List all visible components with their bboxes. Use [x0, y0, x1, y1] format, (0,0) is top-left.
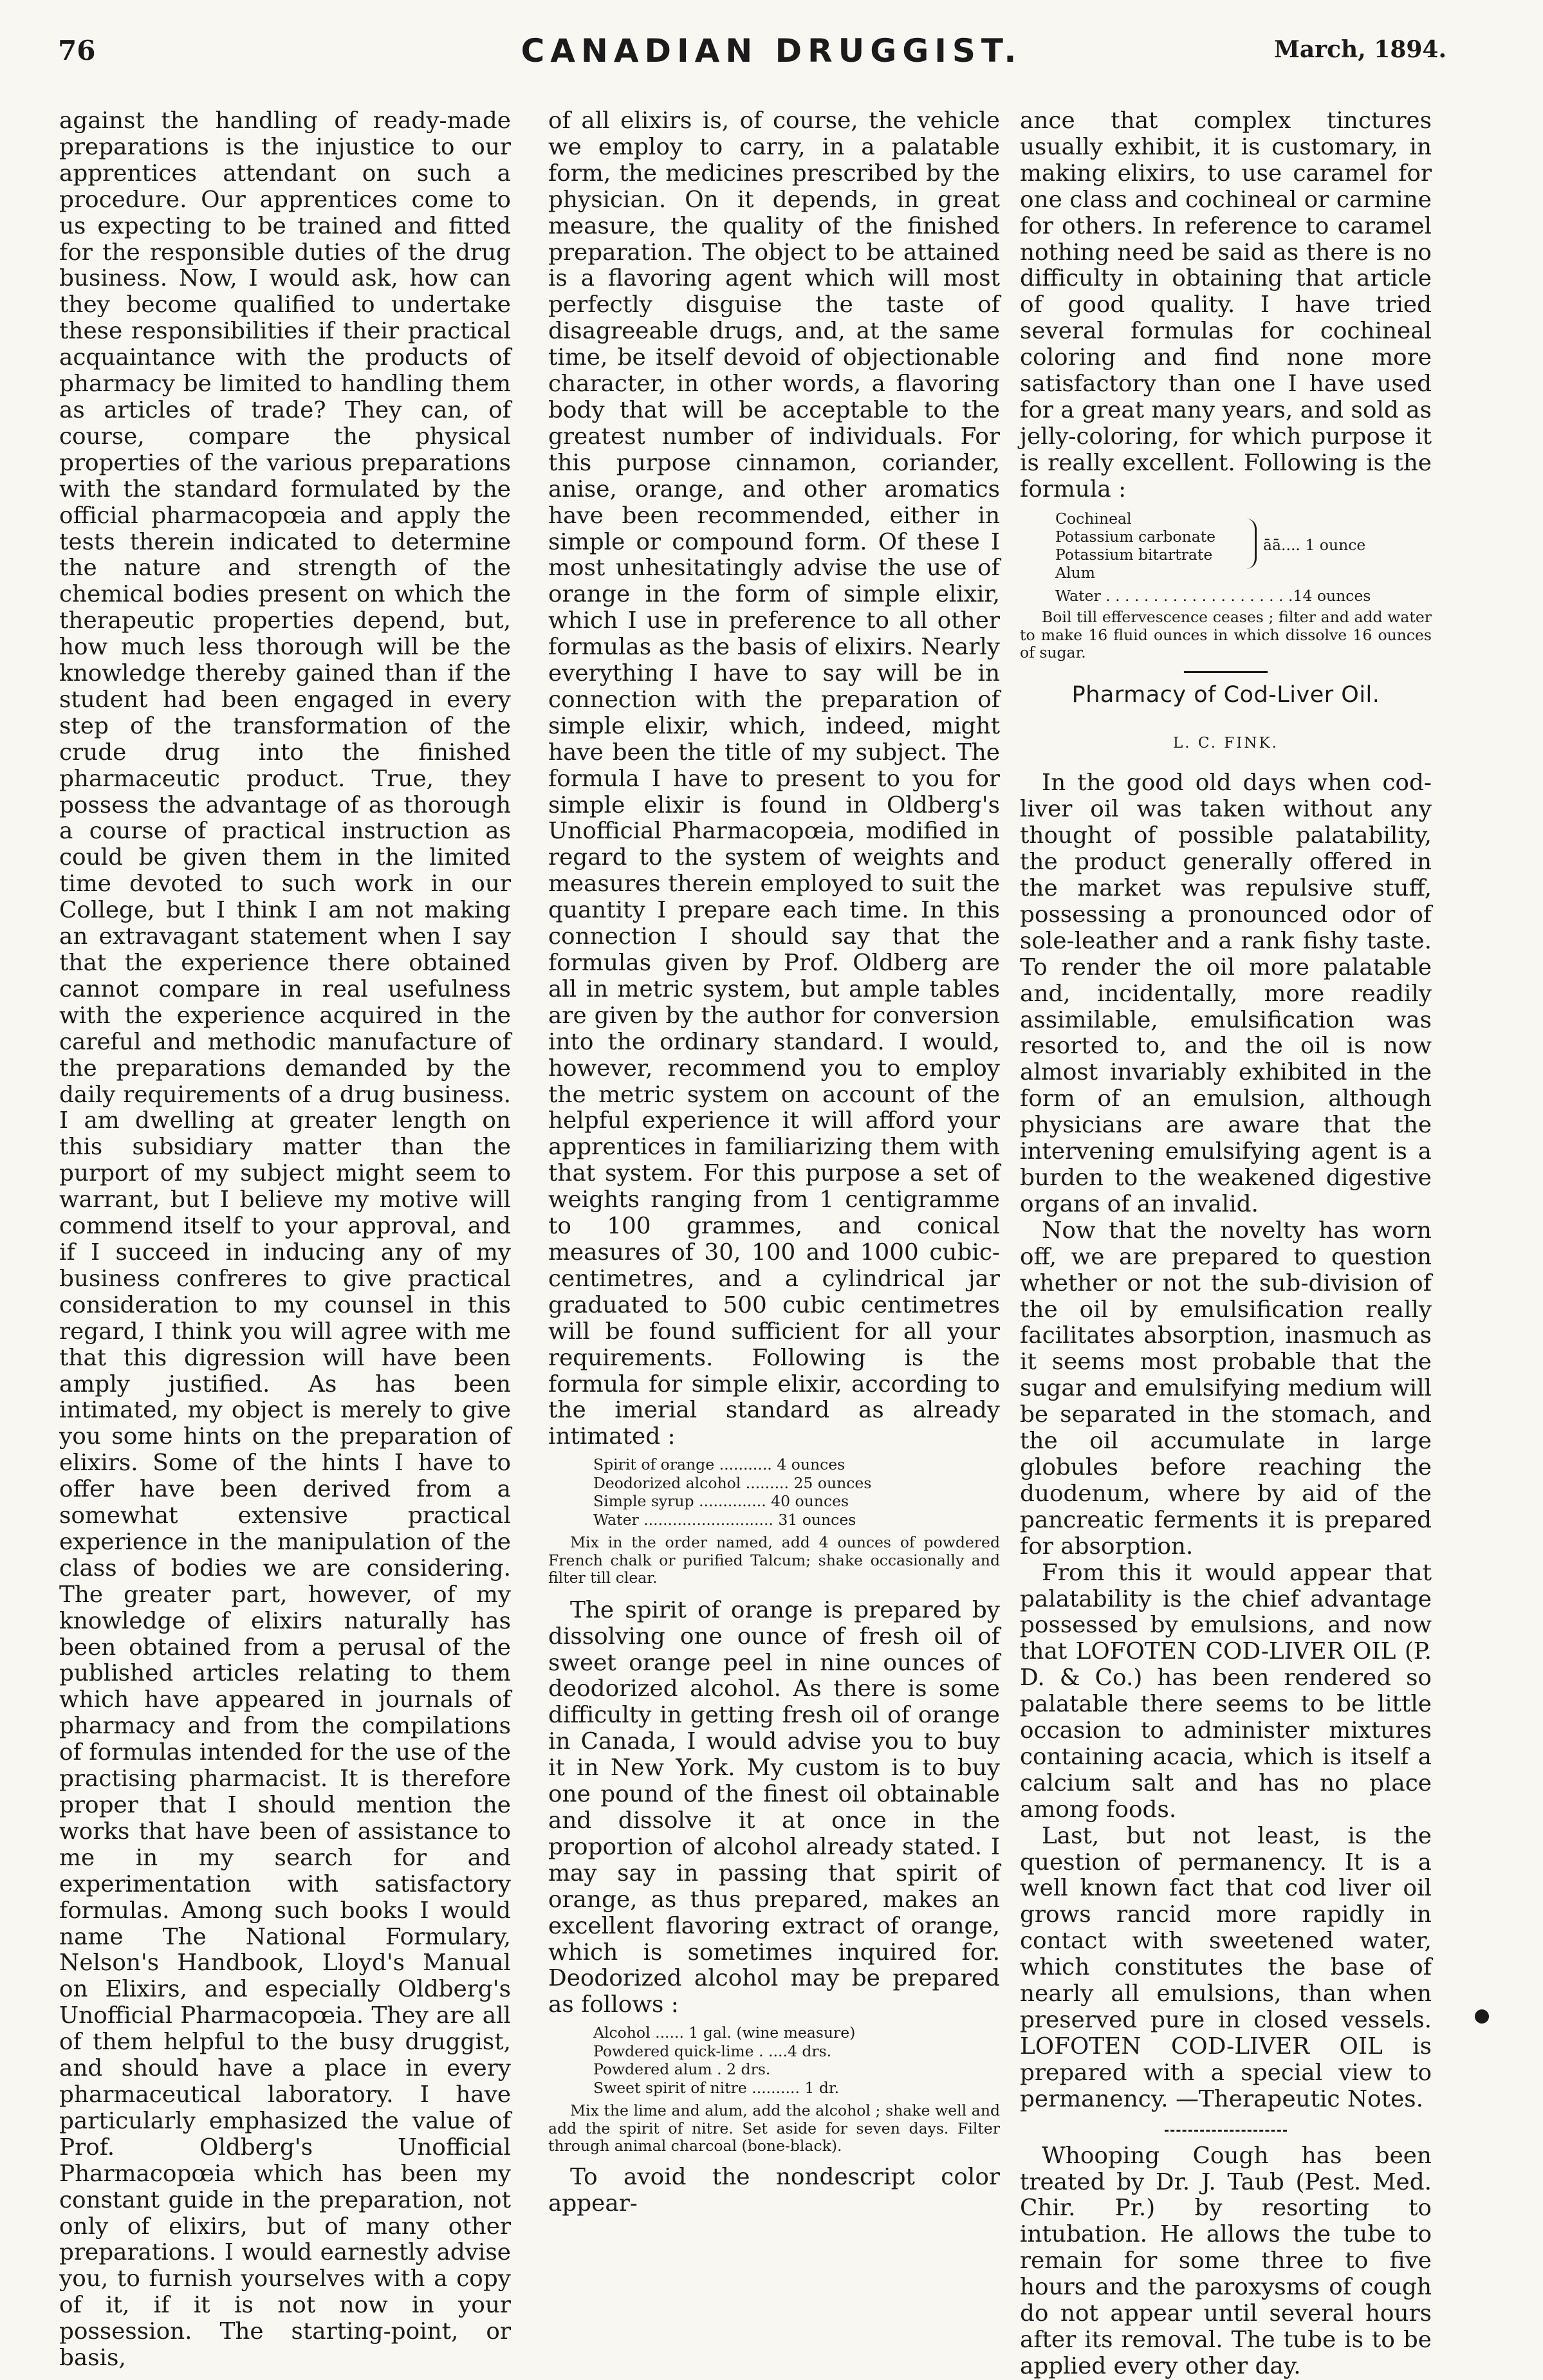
formula-note: Boil till effervescence ceases ; filter and add water to make 16 fluid ounces in which dissolve 16 ounces of sugar. — [1020, 608, 1432, 662]
paragraph: From this it would appear that palatability is the chief advantage possessed by emulsions, and now that LOFOTEN COD-LIVER OIL (P. D. & Co.) has been rendered so palatable there seems to be little occasion to administer mixtures containing acacia, which is itself a calcium salt and has no place among foods. — [1020, 1559, 1432, 1823]
paragraph: Last, but not least, is the question of permanency. It is a well known fact that cod liver oil grows rancid more rapidly in contact with sweetened water, which constitutes the base of nearly all emulsions, than when preserved pure in closed vessels. LOFOTEN COD-LIVER OIL is prepared with a special view to permanency. —Therapeutic Notes. — [1020, 1822, 1432, 2112]
water-line: Water . . . . . . . . . . . . . . . . . . . .14 ounces — [1055, 586, 1371, 605]
recipe-row: Spirit of orange ........... 4 ounces — [593, 1455, 845, 1474]
recipe-row: Sweet spirit of nitre .......... 1 dr. — [593, 2078, 840, 2097]
paragraph: In the good old days when cod-liver oil was taken without any thought of possible palatability, the product generally offered in the market was repulsive stuff, possessing a pronounced odor of sole-leather and a rank fishy taste. To render the oil more palatable and, incidentally, more readily assimilable, emulsification was resorted to, and the oil is now almost invariably exhibited in the form of an emulsion, although physicians are aware that the intervening emulsifying agent is a burden to the weakened digestive organs of an invalid. — [1020, 770, 1432, 1217]
simple-elixir-formula — [593, 1455, 1000, 1529]
recipe-row: Deodorized alcohol ......... 25 ounces — [593, 1473, 872, 1492]
paragraph: ance that complex tinctures usually exhibit, it is customary, in making elixirs, to use caramel for one class and cochineal or carmine for others. In reference to caramel nothing need be said as there is no difficulty in obtaining that article of good quality. I have tried several formulas for cochineal coloring and find none more satisfactory than one I have used for a great many years, and sold as jelly-coloring, for which purpose it is really excellent. Following is the formula : — [1020, 107, 1432, 503]
recipe-row: Powdered alum . 2 drs. — [593, 2060, 771, 2079]
column-3 — [1020, 108, 1432, 2380]
paragraph: Now that the novelty has worn off, we are prepared to question whether or not the sub-division of the oil by emulsification really facilitates absorption, inasmuch as it seems most probable that the sugar and emulsifying medium will be separated in the stomach, and the oil accumulate in large globules before reaching the duodenum, where by aid of the pancreatic ferments it is prepared for absorption. — [1020, 1217, 1432, 1560]
quantity: āā.... 1 ounce — [1263, 535, 1366, 554]
journal-title: CANADIAN DRUGGIST. — [521, 32, 1022, 69]
formula-note: Mix in the order named, add 4 ounces of powdered French chalk or purified Talcum; shake occasionally and filter till clear. — [548, 1533, 1000, 1587]
column-1 — [59, 108, 511, 2372]
cochineal-formula — [1020, 510, 1432, 587]
paragraph: Whooping Cough has been treated by Dr. J. Taub (Pest. Med. Chir. Pr.) by resorting to intubation. He allows the tube to remain for some three to five hours and the paroxysms of cough do not appear until several hours after its removal. The tube is to be applied every other day. — [1020, 2142, 1432, 2379]
ingredient: Potassium carbonate — [1055, 527, 1216, 546]
article-title: Pharmacy of Cod-Liver Oil. — [1071, 681, 1380, 708]
ingredient: Alum — [1055, 563, 1095, 582]
page-header — [0, 0, 1543, 71]
paragraph: against the handling of ready-made preparations is the injustice to our apprentices attendant on such a procedure. Our apprentices come to us expecting to be trained and fitted for the responsible duties of the drug business. Now, I would ask, how can they become qualified to undertake these responsibilities if their practical acquaintance with the products of pharmacy be limited to handling them as articles of trade? They can, of course, compare the physical properties of the various preparations with the standard formulated by the official pharmacopœia and apply the tests therein indicated to determine the nature and strength of the chemical bodies present on which the therapeutic properties depend, but, how much less thorough will be the knowledge thereby gained than if the student had been engaged in every step of the transformation of the crude drug into the finished pharmaceutic product. True, they possess the advantage of as thorough a course of practical instruction as could be given them in the limited time devoted to such work in our College, but I think I am not making an extravagant statement when I say that the experience there obtained cannot compare in real usefulness with the experience acquired in the careful and methodic manufacture of the preparations demanded by the daily requirements of a drug business. I am dwelling at greater length on this subsidiary matter than the purport of my subject might seem to warrant, but I believe my motive will commend itself to your approval, and if I succeed in inducing any of my business confreres to give practical consideration to my counsel in this regard, I think you will agree with me that this digression will have been amply justified. As has been intimated, my object is merely to give you some hints on the preparation of elixirs. Some of the hints I have to offer have been derived from a somewhat extensive practical experience in the manipulation of the class of bodies we are considering. The greater part, however, of my knowledge of elixirs naturally has been obtained from a perusal of the published articles relating to them which have appeared in journals of pharmacy and from the compilations of formulas intended for the use of the practising pharmacist. It is therefore proper that I should mention the works that have been of assistance to me in my search for and experimentation with satisfactory formulas. Among such books I would name The National Formulary, Nelson's Handbook, Lloyd's Manual on Elixirs, and especially Oldberg's Unofficial Pharmacopœia. They are all of them helpful to the busy druggist, and should have a place in every pharmaceutical laboratory. I have particularly emphasized the value of Prof. Oldberg's Unofficial Pharmacopœia which has been my constant guide in the preparation, not only of elixirs, but of many other preparations. I would earnestly advise you, to furnish yourselves with a copy of it, if it is not now in your possession. The starting-point, or basis, — [59, 107, 511, 2372]
ingredient: Potassium bitartrate — [1055, 545, 1213, 564]
separator — [1184, 671, 1268, 673]
bullet-mark — [1475, 2009, 1489, 2024]
recipe-row: Powdered quick-lime . ....4 drs. — [593, 2042, 832, 2060]
recipe-row: Alcohol ...... 1 gal. (wine measure) — [593, 2024, 856, 2042]
article-author: L. C. FINK. — [1173, 734, 1279, 752]
paragraph: of all elixirs is, of course, the vehicle we employ to carry, in a palatable form, the medicines prescribed by the physician. On it depends, in great measure, the quality of the finished preparation. The object to be attained is a flavoring agent which will most perfectly disguise the taste of disagreeable drugs, and, at the same time, be itself devoid of objectionable character, in other words, a flavoring body that will be acceptable to the greatest number of individuals. For this purpose cinnamon, coriander, anise, orange, and other aromatics have been recommended, either in simple or compound form. Of these I most unhesitatingly advise the use of orange in the form of simple elixir, which I use in preference to all other formulas as the basis of elixirs. Nearly everything I have to say will be in connection with the preparation of simple elixir, which, indeed, might have been the title of my subject. The formula I have to present to you for simple elixir is found in Oldberg's Unofficial Pharmacopœia, modified in regard to the system of weights and measures therein employed to suit the quantity I prepare each time. In this connection I should say that the formulas given by Prof. Oldberg are all in metric system, but ample tables are given by the author for conversion into the ordinary standard. I would, however, recommend you to employ the metric system on account of the helpful experience it will afford your apprentices in familiarizing them with that system. For this purpose a set of weights ranging from 1 centigramme to 100 grammes, and conical measures of 30, 100 and 1000 cubic-centimetres, and a cylindrical jar graduated to 500 cubic centimetres will be found sufficient for all your requirements. Following is the formula for simple elixir, according to the imerial standard as already intimated : — [548, 107, 1000, 1450]
deodorized-alcohol-formula — [593, 2024, 1000, 2097]
ingredient: Cochineal — [1055, 509, 1132, 528]
separator — [1165, 2130, 1287, 2132]
formula-note: Mix the lime and alum, add the alcohol ; shake well and add the spirit of nitre. Set aside for seven days. Filter through animal charcoal (bone-black). — [548, 2101, 1000, 2155]
recipe-row: Water ........................... 31 ounces — [593, 1510, 856, 1529]
paragraph: To avoid the nondescript color appear- — [548, 2163, 1000, 2217]
column-2 — [548, 108, 1000, 2217]
recipe-row: Simple syrup .............. 40 ounces — [593, 1492, 849, 1511]
brace — [1242, 519, 1257, 569]
issue-date: March, 1894. — [1273, 36, 1446, 63]
paragraph: The spirit of orange is prepared by dissolving one ounce of fresh oil of sweet orange peel in nine ounces of deodorized alcohol. As there is some difficulty in getting fresh oil of orange in Canada, I would advise you to buy it in New York. My custom is to buy one pound of the finest oil obtainable and dissolve it at once in the proportion of alcohol already stated. I may say in passing that spirit of orange, as thus prepared, makes an excellent flavoring extract of orange, which is sometimes inquired for. Deodorized alcohol may be prepared as follows : — [548, 1596, 1000, 2018]
page-number: 76 — [58, 35, 96, 66]
